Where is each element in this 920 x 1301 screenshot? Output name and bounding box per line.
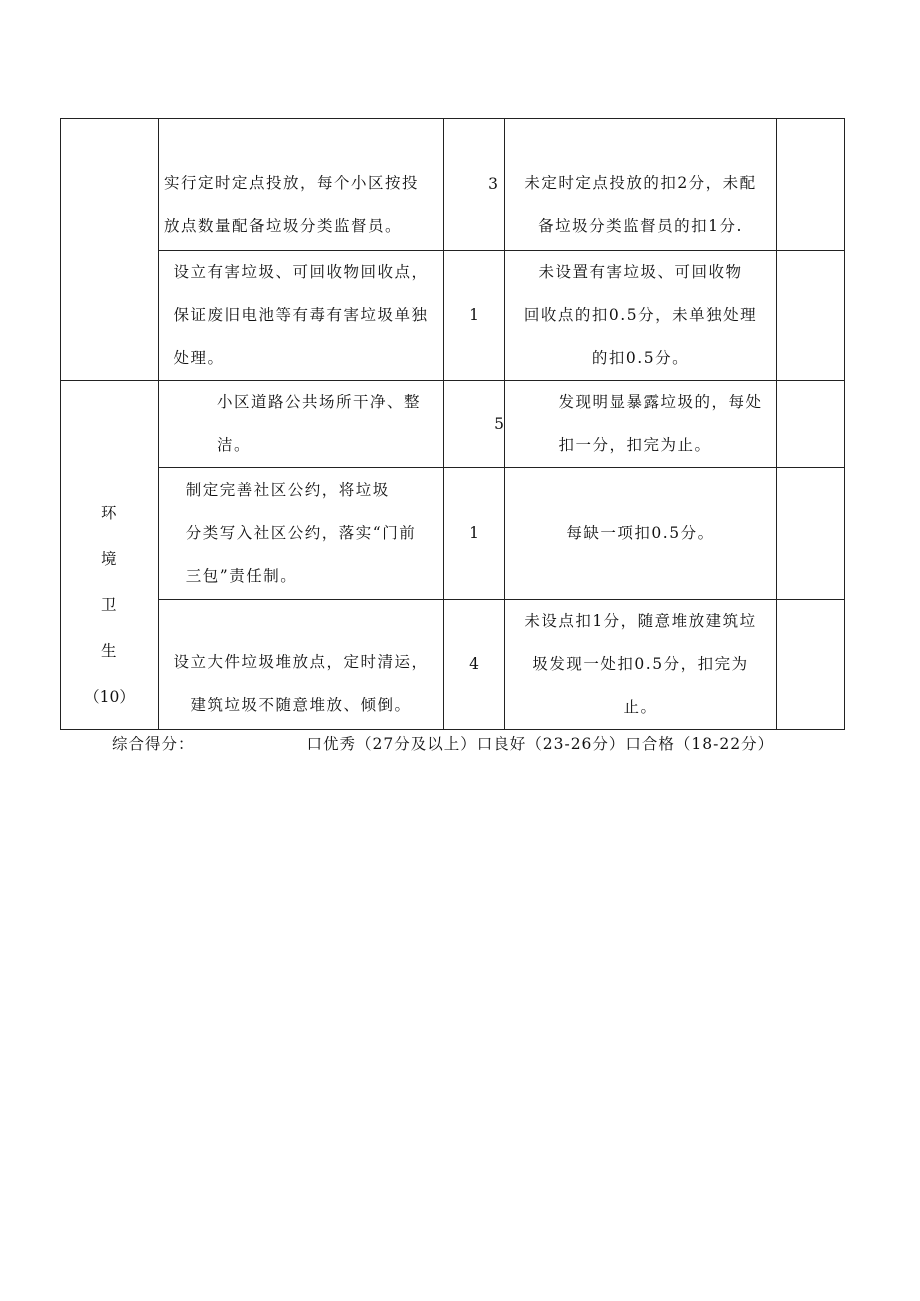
score-cell: [444, 600, 505, 730]
category-char: 卫: [100, 596, 118, 614]
score-cell: [444, 381, 505, 468]
requirement-cell: [159, 381, 444, 468]
score-cell: [444, 119, 505, 251]
overall-score-line: [112, 732, 774, 754]
criteria-cell: [505, 600, 777, 730]
score-value: 1: [469, 524, 479, 542]
overall-score-label: 综合得分：: [112, 735, 195, 753]
table-row: [61, 600, 845, 730]
criteria-cell: [505, 251, 777, 381]
criteria-text: 发现明显暴露垃圾的，每处 扣一分，扣完为止。: [558, 393, 763, 454]
table-row: [61, 468, 845, 600]
score-result-cell: [777, 251, 845, 381]
requirement-text: 制定完善社区公约，将垃圾 分类写入社区公约，落实“门前 三包”责任制。: [185, 481, 417, 585]
requirement-text: 设立大件垃圾堆放点，定时清运， 建筑垃圾不随意堆放、倾倒。: [173, 653, 429, 714]
score-value: 1: [469, 306, 479, 324]
requirement-cell: [159, 251, 444, 381]
criteria-cell: [505, 468, 777, 600]
score-value: 4: [469, 655, 479, 673]
requirement-cell: [159, 600, 444, 730]
requirement-text: 设立有害垃圾、可回收物回收点， 保证废旧电池等有毒有害垃圾单独 处理。: [173, 263, 429, 367]
score-result-cell: [777, 119, 845, 251]
score-value: 5: [494, 414, 504, 433]
criteria-cell: [505, 381, 777, 468]
score-result-cell: [777, 381, 845, 468]
table-row: [61, 381, 845, 468]
category-char: 生: [100, 642, 118, 660]
score-cell: [444, 468, 505, 600]
requirement-text: 实行定时定点投放，每个小区按投 放点数量配备垃圾分类监督员。: [164, 174, 420, 235]
requirement-cell: [159, 468, 444, 600]
category-points: （10）: [84, 688, 135, 706]
category-cell: [61, 381, 159, 730]
category-char: 境: [100, 550, 118, 568]
criteria-text: 未设置有害垃圾、可回收物 回收点的扣0.5分，未单独处理 的扣0.5分。: [523, 263, 758, 367]
requirement-cell: [159, 119, 444, 251]
score-result-cell: [777, 468, 845, 600]
criteria-text: 未定时定点投放的扣2分，未配 备垃圾分类监督员的扣1分.: [524, 174, 757, 235]
category-char: 环: [100, 504, 118, 522]
requirement-text: 小区道路公共场所干净、整 洁。: [216, 393, 421, 454]
table-row: [61, 251, 845, 381]
score-value: 3: [488, 175, 498, 193]
score-result-cell: [777, 600, 845, 730]
category-label: [84, 390, 135, 720]
table-row: [61, 119, 845, 251]
criteria-text: 未设点扣1分，随意堆放建筑垃 圾发现一处扣0.5分，扣完为 止。: [524, 612, 757, 716]
score-table: [60, 118, 845, 730]
criteria-cell: [505, 119, 777, 251]
rating-options: 口优秀（27分及以上）口良好（23-26分）口合格（18-22分）: [306, 735, 775, 753]
criteria-text: 每缺一项扣0.5分。: [566, 524, 715, 542]
category-cell-empty: [61, 119, 159, 381]
score-cell: [444, 251, 505, 381]
